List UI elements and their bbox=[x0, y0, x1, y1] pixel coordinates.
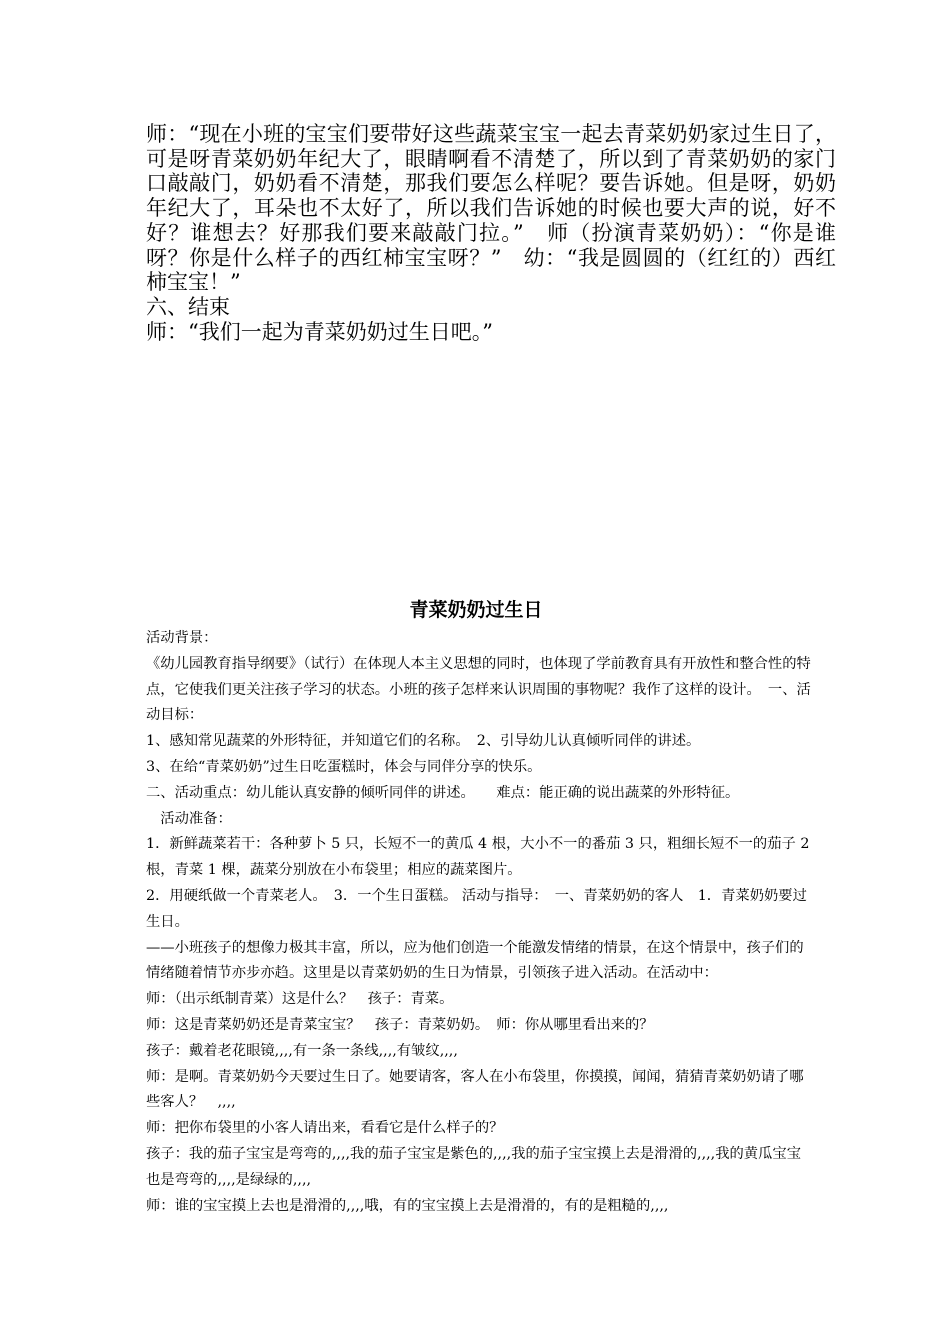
body-line: 3、在给“青菜奶奶”过生日吃蛋糕时，体会与同伴分享的快乐。 bbox=[146, 758, 542, 775]
closing-line: 师：“我们一起为青菜奶奶过生日吧。” bbox=[146, 319, 493, 344]
body-line: 1、感知常见蔬菜的外形特征，并知道它们的名称。 2、引导幼儿认真倾听同伴的讲述。 bbox=[146, 733, 701, 750]
body-line: 师：是啊。青菜奶奶今天要过生日了。她要请客，客人在小布袋里，你摸摸，闻闻，猜猜青菜奶奶请了哪些客人？ ,,,, bbox=[146, 1068, 804, 1111]
body-line: 师：把你布袋里的小客人请出来，看看它是什么样子的？ bbox=[146, 1120, 504, 1137]
teacher-dialogue-paragraph: 师：“现在小班的宝宝们要带好这些蔬菜宝宝一起去青菜奶奶家过生日了，可是呀青菜奶奶年纪大了，眼睛啊看不清楚了，所以到了青菜奶奶的家门口敲敲门，奶奶看不清楚，那我们要怎么样呢？要告诉她。但是呀，奶奶年纪大了，耳朵也不太好了，所以我们告诉她的时候也要大声的说，好不好？谁想去？好那我们要来敲敲门拉。” 师（扮演青菜奶奶）：“你是谁呀？你是什么样子的西红柿宝宝呀？” 幼：“我是圆圆的（红红的）西红柿宝宝！” bbox=[146, 122, 836, 295]
body-line: 《幼儿园教育指导纲要》（试行）在体现人本主义思想的同时，也体现了学前教育具有开放性和整合性的特点，它使我们更关注孩子学习的状态。小班的孩子怎样来认识周围的事物呢？我作了这样的设计。 一、活动目标： bbox=[146, 655, 811, 724]
body-line: 师：谁的宝宝摸上去也是滑滑的,,,,哦，有的宝宝摸上去是滑滑的，有的是粗糙的,,,, bbox=[146, 1197, 669, 1214]
body-line: 活动背景： bbox=[146, 630, 218, 646]
body-line: 1．新鲜蔬菜若干：各种萝卜 5 只，长短不一的黄瓜 4 根，大小不一的番茄 3 只，粗细长短不一的茄子 2 根，青菜 1 棵，蔬菜分别放在小布袋里；相应的蔬菜图片。 bbox=[146, 836, 810, 879]
body-line: 2．用硬纸做一个青菜老人。 3．一个生日蛋糕。 活动与指导： 一、青菜奶奶的客人 1．青菜奶奶要过生日。 bbox=[146, 887, 807, 930]
section-heading-end: 六、结束 bbox=[146, 294, 230, 319]
body-line: 活动准备： bbox=[146, 810, 232, 827]
body-line: ——小班孩子的想像力极其丰富，所以，应为他们创造一个能激发情绪的情景，在这个情景中，孩子们的情绪随着情节亦步亦趋。这里是以青菜奶奶的生日为情景，引领孩子进入活动。在活动中： bbox=[146, 939, 804, 982]
body-line: 孩子：我的茄子宝宝是弯弯的,,,,我的茄子宝宝是紫色的,,,,我的茄子宝宝摸上去是滑滑的,,,,我的黄瓜宝宝也是弯弯的,,,,是绿绿的,,,, bbox=[146, 1145, 801, 1188]
body-line: 二、活动重点：幼儿能认真安静的倾听同伴的讲述。 难点：能正确的说出蔬菜的外形特征。 bbox=[146, 784, 740, 801]
lesson-plan-body bbox=[146, 626, 814, 1219]
body-line: 师：（出示纸制青菜）这是什么？ 孩子：青菜。 bbox=[146, 991, 454, 1008]
body-line: 师：这是青菜奶奶还是青菜宝宝？ 孩子：青菜奶奶。 师：你从哪里看出来的？ bbox=[146, 1016, 654, 1033]
document-title: 青菜奶奶过生日 bbox=[409, 599, 543, 621]
upper-section bbox=[146, 122, 836, 344]
body-line: 孩子：戴着老花眼镜,,,,有一条一条线,,,,有皱纹,,,, bbox=[146, 1042, 458, 1059]
